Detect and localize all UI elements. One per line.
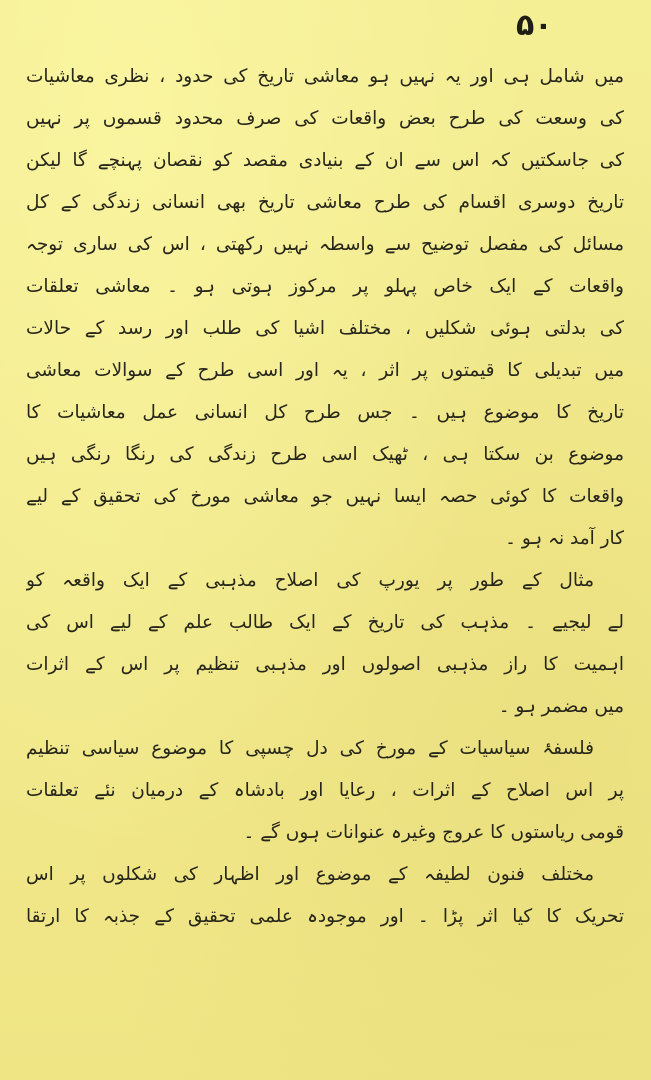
- text-line: واقعات کے ایک خاص پہلو پر مرکوز ہوتی ہو ۔ معاشی تعلقات: [26, 276, 624, 297]
- body-text: [26, 56, 624, 938]
- text-line: پر اس اصلاح کے اثرات ، رعایا اور بادشاہ کے درمیان نئے تعلقات: [26, 780, 624, 801]
- text-line: تاریخ دوسری اقسام کی طرح معاشی تاریخ بھی انسانی زندگی کے کل: [26, 192, 624, 213]
- text-line: کی جاسکتیں کہ اس سے ان کے بنیادی مقصد کو نقصان پہنچے گا لیکن: [26, 150, 624, 171]
- text-line: کی بدلتی ہوئی شکلیں ، مختلف اشیا کی طلب اور رسد کے حالات: [26, 318, 624, 339]
- text-line: میں تبدیلی کا قیمتوں پر اثر ، یہ اور اسی طرح کے سوالات معاشی: [26, 360, 624, 381]
- text-line: قومی ریاستوں کا عروج وغیرہ عنوانات ہوں گے ۔: [243, 822, 624, 843]
- text-line: مسائل کی مفصل توضیح سے واسطہ نہیں رکھتی ، اس کی ساری توجہ: [26, 234, 624, 255]
- text-line: فلسفۂ سیاسیات کے مورخ کی دل چسپی کا موضوع سیاسی تنظیم: [26, 738, 594, 759]
- text-line: میں شامل ہی اور یہ نہیں ہو معاشی تاریخ کی حدود ، نظری معاشیات: [26, 66, 624, 87]
- text-line: لے لیجیے ۔ مذہب کی تاریخ کے ایک طالب علم کے لیے اس کی: [26, 612, 624, 633]
- text-line: تحریک کا کیا اثر پڑا ۔ اور موجودہ علمی تحقیق کے جذبہ کا ارتقا: [26, 906, 624, 927]
- text-line: تاریخ کا موضوع ہیں ۔ جس طرح کل انسانی عمل معاشیات کا: [26, 402, 624, 423]
- text-line: کی وسعت کی طرح بعض واقعات کی صرف محدود قسموں پر نہیں: [26, 108, 624, 129]
- text-line: میں مضمر ہو ۔: [498, 696, 624, 717]
- text-line: واقعات کا کوئی حصہ ایسا نہیں جو معاشی مورخ کی تحقیق کے لیے: [26, 486, 624, 507]
- page-number: ۵۰: [516, 8, 553, 43]
- text-line: کار آمد نہ ہو ۔: [505, 528, 624, 549]
- text-line: مختلف فنون لطیفہ کے موضوع اور اظہار کی شکلوں پر اس: [26, 864, 594, 885]
- text-line: اہمیت کا راز مذہبی اصولوں اور مذہبی تنظیم پر اس کے اثرات: [26, 654, 624, 675]
- text-line: موضوع بن سکتا ہی ، ٹھیک اسی طرح زندگی کی رنگا رنگی ہیں: [26, 444, 624, 465]
- text-line: مثال کے طور پر یورپ کی اصلاح مذہبی کے ایک واقعہ کو: [26, 570, 594, 591]
